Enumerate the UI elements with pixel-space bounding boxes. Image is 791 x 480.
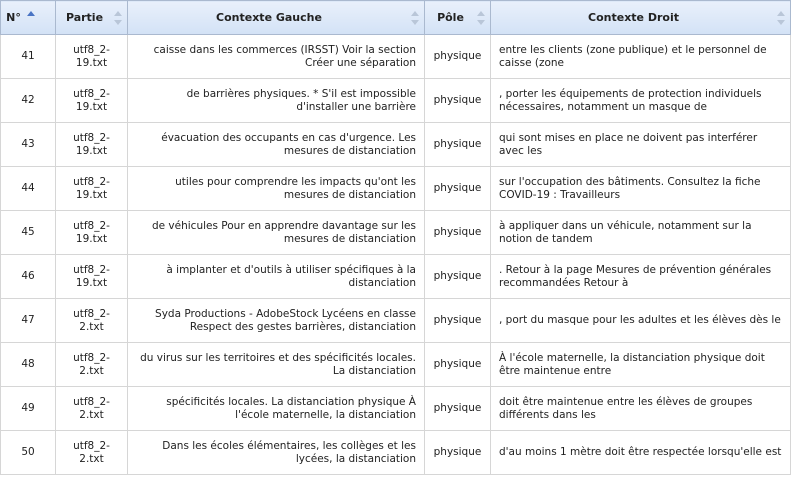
cell-num: 41 [1, 35, 56, 79]
cell-pole: physique [425, 299, 491, 343]
column-header-pole[interactable] [425, 1, 491, 35]
cell-pole: physique [425, 387, 491, 431]
column-header-pole-label: Pôle [437, 11, 464, 24]
table-row[interactable] [1, 211, 791, 255]
cell-partie: utf8_2-2.txt [56, 343, 128, 387]
sort-icon[interactable] [477, 11, 486, 25]
column-header-num-label: N° [6, 10, 21, 24]
cell-num: 42 [1, 79, 56, 123]
table-row[interactable] [1, 167, 791, 211]
column-header-contexte-gauche-label: Contexte Gauche [216, 11, 322, 24]
cell-contexte-droit: À l'école maternelle, la distanciation physique doit être maintenue entre [491, 343, 791, 387]
column-header-partie-label: Partie [65, 11, 104, 24]
cell-num: 48 [1, 343, 56, 387]
sort-ascending-icon[interactable] [27, 11, 36, 25]
cell-num: 43 [1, 123, 56, 167]
cell-partie: utf8_2-19.txt [56, 123, 128, 167]
cell-partie: utf8_2-19.txt [56, 211, 128, 255]
table-row[interactable] [1, 431, 791, 475]
cell-partie: utf8_2-19.txt [56, 167, 128, 211]
cell-pole: physique [425, 343, 491, 387]
cell-num: 50 [1, 431, 56, 475]
cell-num: 47 [1, 299, 56, 343]
cell-pole: physique [425, 167, 491, 211]
cell-partie: utf8_2-2.txt [56, 431, 128, 475]
cell-num: 45 [1, 211, 56, 255]
cell-contexte-droit: à appliquer dans un véhicule, notamment sur la notion de tandem [491, 211, 791, 255]
column-header-contexte-droit[interactable] [491, 1, 791, 35]
cell-contexte-droit: . Retour à la page Mesures de prévention générales recommandées Retour à [491, 255, 791, 299]
cell-contexte-droit: doit être maintenue entre les élèves de groupes différents dans les [491, 387, 791, 431]
cell-pole: physique [425, 255, 491, 299]
table-row[interactable] [1, 343, 791, 387]
cell-contexte-droit: , port du masque pour les adultes et les élèves dès le [491, 299, 791, 343]
column-header-contexte-droit-label: Contexte Droit [588, 11, 679, 24]
sort-icon[interactable] [411, 11, 420, 25]
sort-icon[interactable] [777, 11, 786, 25]
cell-contexte-droit: qui sont mises en place ne doivent pas interférer avec les [491, 123, 791, 167]
cell-contexte-droit: , porter les équipements de protection individuels nécessaires, notamment un masque de [491, 79, 791, 123]
cell-contexte-droit: sur l'occupation des bâtiments. Consultez la fiche COVID-19 : Travailleurs [491, 167, 791, 211]
cell-pole: physique [425, 431, 491, 475]
cell-contexte-droit: d'au moins 1 mètre doit être respectée lorsqu'elle est [491, 431, 791, 475]
cell-partie: utf8_2-19.txt [56, 35, 128, 79]
sort-icon[interactable] [114, 11, 123, 25]
cell-contexte-gauche: à implanter et d'outils à utiliser spécifiques à la distanciation [128, 255, 425, 299]
cell-pole: physique [425, 35, 491, 79]
cell-contexte-gauche: caisse dans les commerces (IRSST) Voir la section Créer une séparation [128, 35, 425, 79]
cell-partie: utf8_2-19.txt [56, 255, 128, 299]
cell-contexte-gauche: de véhicules Pour en apprendre davantage sur les mesures de distanciation [128, 211, 425, 255]
cell-contexte-gauche: du virus sur les territoires et des spécificités locales. La distanciation [128, 343, 425, 387]
table-row[interactable] [1, 123, 791, 167]
cell-num: 49 [1, 387, 56, 431]
column-header-num[interactable] [1, 1, 56, 35]
table-row[interactable] [1, 299, 791, 343]
cell-contexte-gauche: Dans les écoles élémentaires, les collèges et les lycées, la distanciation [128, 431, 425, 475]
cell-contexte-gauche: utiles pour comprendre les impacts qu'ont les mesures de distanciation [128, 167, 425, 211]
cell-pole: physique [425, 123, 491, 167]
cell-partie: utf8_2-2.txt [56, 299, 128, 343]
cell-contexte-gauche: de barrières physiques. * S'il est impossible d'installer une barrière [128, 79, 425, 123]
cell-contexte-gauche: Syda Productions - AdobeStock Lycéens en classe Respect des gestes barrières, distanciation [128, 299, 425, 343]
cell-pole: physique [425, 79, 491, 123]
cell-num: 46 [1, 255, 56, 299]
cell-contexte-droit: entre les clients (zone publique) et le personnel de caisse (zone [491, 35, 791, 79]
column-header-contexte-gauche[interactable] [128, 1, 425, 35]
table-row[interactable] [1, 255, 791, 299]
cell-num: 44 [1, 167, 56, 211]
cell-partie: utf8_2-2.txt [56, 387, 128, 431]
cell-contexte-gauche: évacuation des occupants en cas d'urgence. Les mesures de distanciation [128, 123, 425, 167]
cell-pole: physique [425, 211, 491, 255]
cell-contexte-gauche: spécificités locales. La distanciation physique À l'école maternelle, la distanciation [128, 387, 425, 431]
table-row[interactable] [1, 387, 791, 431]
column-header-partie[interactable] [56, 1, 128, 35]
header-row [1, 1, 791, 35]
table-row[interactable] [1, 79, 791, 123]
cell-partie: utf8_2-19.txt [56, 79, 128, 123]
table-row[interactable] [1, 35, 791, 79]
